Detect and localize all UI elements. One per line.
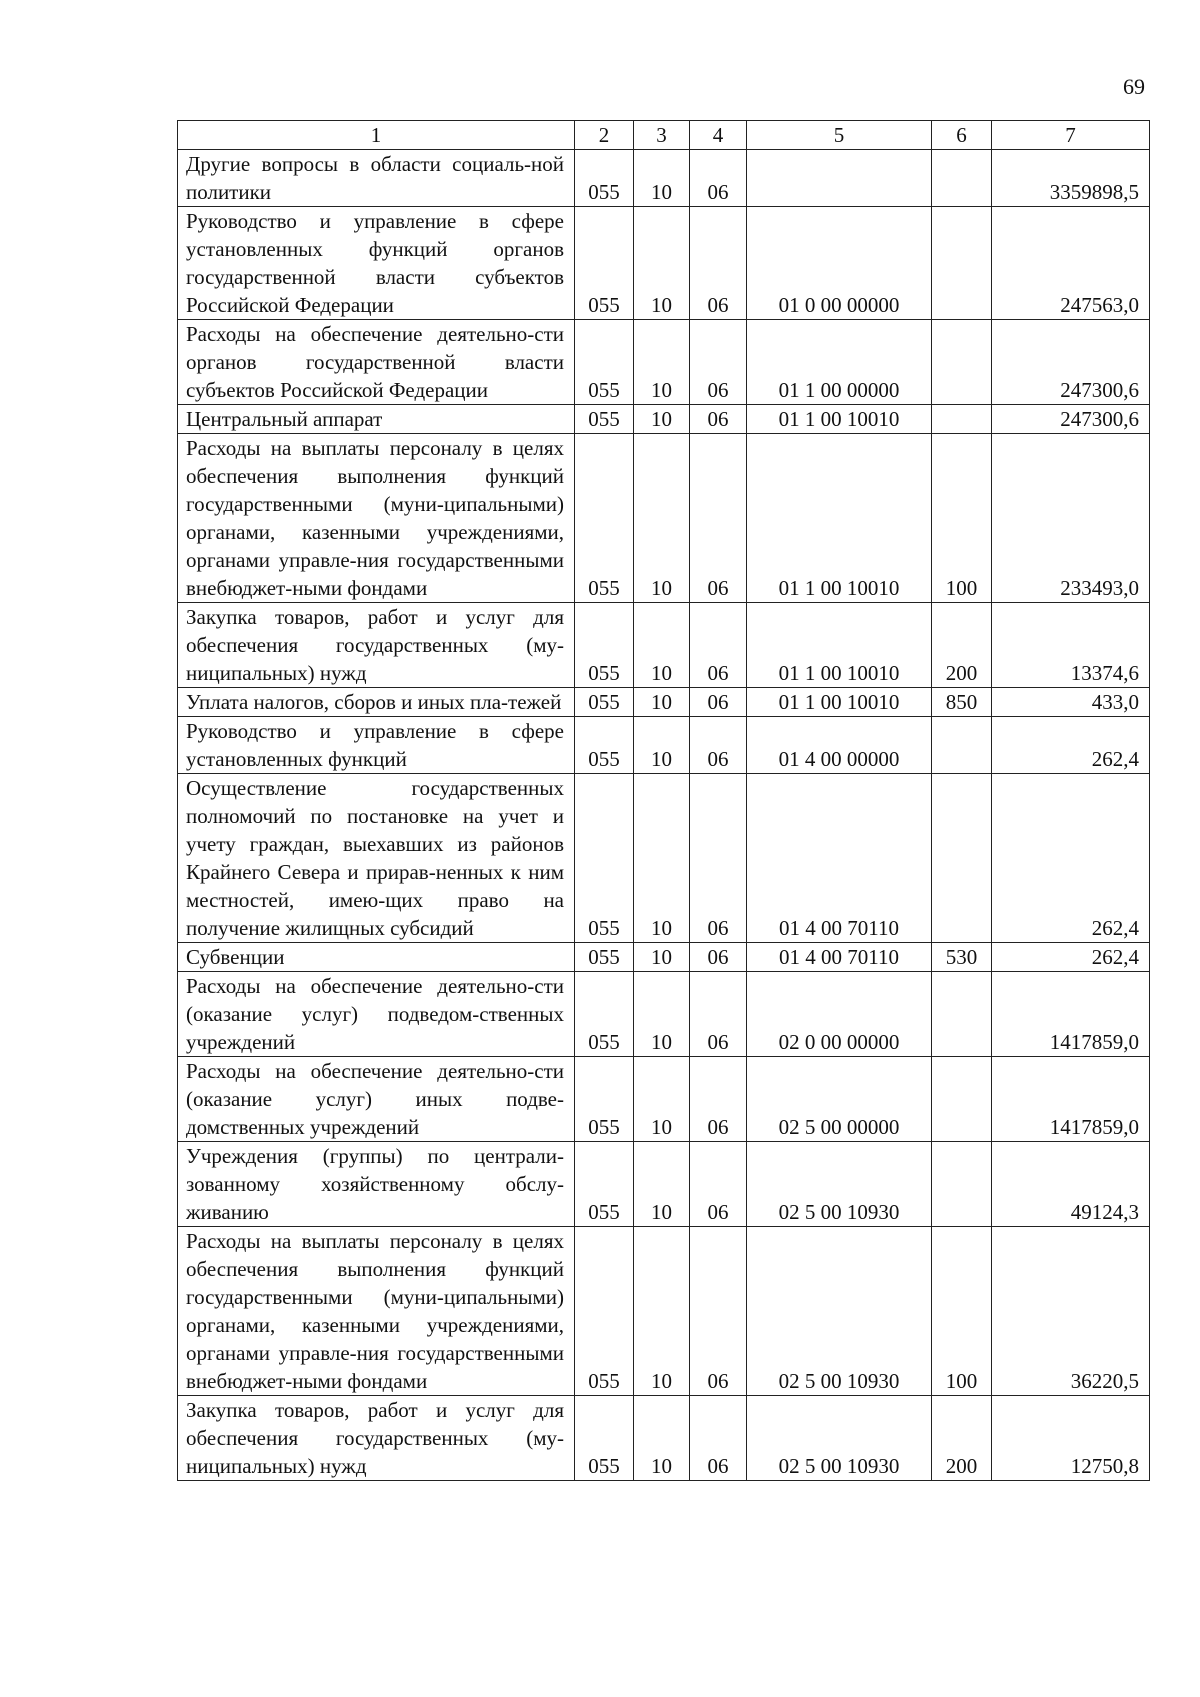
- ministry-code-cell: 055: [575, 150, 634, 207]
- section-code-cell: 10: [634, 1057, 690, 1142]
- expense-name-cell: Закупка товаров, работ и услуг для обеспечения государственных (му-ниципальных) нужд: [178, 1396, 575, 1481]
- expense-name-cell: Руководство и управление в сфере установленных функций органов государственной власти субъектов Российской Федерации: [178, 207, 575, 320]
- expense-type-cell: 100: [932, 434, 992, 603]
- target-article-cell: 01 1 00 10010: [747, 434, 932, 603]
- expense-name-cell: Закупка товаров, работ и услуг для обеспечения государственных (му-ниципальных) нужд: [178, 603, 575, 688]
- amount-cell: 1417859,0: [992, 972, 1150, 1057]
- section-code-cell: 10: [634, 717, 690, 774]
- subsection-code-cell: 06: [690, 1396, 747, 1481]
- target-article-cell: 02 0 00 00000: [747, 972, 932, 1057]
- subsection-code-cell: 06: [690, 972, 747, 1057]
- amount-cell: 13374,6: [992, 603, 1150, 688]
- table-row: [178, 1396, 1150, 1481]
- expense-type-cell: [932, 207, 992, 320]
- target-article-cell: 01 1 00 00000: [747, 320, 932, 405]
- ministry-code-cell: 055: [575, 1396, 634, 1481]
- expense-name-cell: Расходы на обеспечение деятельно-сти органов государственной власти субъектов Российской Федерации: [178, 320, 575, 405]
- subsection-code-cell: 06: [690, 1057, 747, 1142]
- column-header-3: 3: [634, 121, 690, 150]
- target-article-cell: 01 0 00 00000: [747, 207, 932, 320]
- ministry-code-cell: 055: [575, 603, 634, 688]
- expense-name-cell: Расходы на обеспечение деятельно-сти (оказание услуг) иных подве-домственных учреждений: [178, 1057, 575, 1142]
- expense-type-cell: 850: [932, 688, 992, 717]
- expense-type-cell: [932, 1057, 992, 1142]
- expense-type-cell: [932, 774, 992, 943]
- expense-name-cell: Расходы на выплаты персоналу в целях обеспечения выполнения функций государственными (муни-ципальными) органами, казенными учреждениями, органами управле-ния государственными внебюджет-ными фондами: [178, 434, 575, 603]
- subsection-code-cell: 06: [690, 943, 747, 972]
- section-code-cell: 10: [634, 603, 690, 688]
- subsection-code-cell: 06: [690, 405, 747, 434]
- expense-name-cell: Центральный аппарат: [178, 405, 575, 434]
- amount-cell: 262,4: [992, 943, 1150, 972]
- target-article-cell: 02 5 00 10930: [747, 1142, 932, 1227]
- subsection-code-cell: 06: [690, 603, 747, 688]
- subsection-code-cell: 06: [690, 774, 747, 943]
- ministry-code-cell: 055: [575, 207, 634, 320]
- table-row: [178, 434, 1150, 603]
- subsection-code-cell: 06: [690, 717, 747, 774]
- expense-type-cell: [932, 717, 992, 774]
- expense-type-cell: [932, 972, 992, 1057]
- column-header-1: 1: [178, 121, 575, 150]
- subsection-code-cell: 06: [690, 688, 747, 717]
- column-header-4: 4: [690, 121, 747, 150]
- ministry-code-cell: 055: [575, 774, 634, 943]
- amount-cell: 262,4: [992, 774, 1150, 943]
- amount-cell: 12750,8: [992, 1396, 1150, 1481]
- subsection-code-cell: 06: [690, 1227, 747, 1396]
- section-code-cell: 10: [634, 1396, 690, 1481]
- expense-name-cell: Субвенции: [178, 943, 575, 972]
- column-header-2: 2: [575, 121, 634, 150]
- page-number: 69: [1123, 74, 1145, 99]
- section-code-cell: 10: [634, 320, 690, 405]
- section-code-cell: 10: [634, 688, 690, 717]
- ministry-code-cell: 055: [575, 688, 634, 717]
- table-row: [178, 150, 1150, 207]
- section-code-cell: 10: [634, 150, 690, 207]
- ministry-code-cell: 055: [575, 405, 634, 434]
- amount-cell: 433,0: [992, 688, 1150, 717]
- target-article-cell: 02 5 00 10930: [747, 1227, 932, 1396]
- section-code-cell: 10: [634, 434, 690, 603]
- table-row: [178, 943, 1150, 972]
- expense-name-cell: Учреждения (группы) по централи-зованному хозяйственному обслу-живанию: [178, 1142, 575, 1227]
- ministry-code-cell: 055: [575, 717, 634, 774]
- amount-cell: 49124,3: [992, 1142, 1150, 1227]
- amount-cell: 247563,0: [992, 207, 1150, 320]
- column-header-7: 7: [992, 121, 1150, 150]
- ministry-code-cell: 055: [575, 434, 634, 603]
- expense-type-cell: [932, 405, 992, 434]
- expense-name-cell: Расходы на выплаты персоналу в целях обеспечения выполнения функций государственными (муни-ципальными) органами, казенными учреждениями, органами управле-ния государственными внебюджет-ными фондами: [178, 1227, 575, 1396]
- ministry-code-cell: 055: [575, 1057, 634, 1142]
- table-row: [178, 972, 1150, 1057]
- section-code-cell: 10: [634, 774, 690, 943]
- expense-type-cell: 530: [932, 943, 992, 972]
- subsection-code-cell: 06: [690, 1142, 747, 1227]
- target-article-cell: 01 1 00 10010: [747, 688, 932, 717]
- amount-cell: 247300,6: [992, 320, 1150, 405]
- amount-cell: 36220,5: [992, 1227, 1150, 1396]
- table-row: [178, 405, 1150, 434]
- section-code-cell: 10: [634, 405, 690, 434]
- section-code-cell: 10: [634, 1227, 690, 1396]
- column-header-5: 5: [747, 121, 932, 150]
- expense-type-cell: 100: [932, 1227, 992, 1396]
- ministry-code-cell: 055: [575, 943, 634, 972]
- target-article-cell: [747, 150, 932, 207]
- target-article-cell: 01 1 00 10010: [747, 405, 932, 434]
- expense-type-cell: [932, 1142, 992, 1227]
- expense-name-cell: Другие вопросы в области социаль-ной политики: [178, 150, 575, 207]
- expense-name-cell: Уплата налогов, сборов и иных пла-тежей: [178, 688, 575, 717]
- table-row: [178, 1142, 1150, 1227]
- ministry-code-cell: 055: [575, 1227, 634, 1396]
- subsection-code-cell: 06: [690, 320, 747, 405]
- section-code-cell: 10: [634, 207, 690, 320]
- target-article-cell: 02 5 00 10930: [747, 1396, 932, 1481]
- table-body: [178, 150, 1150, 1481]
- amount-cell: 3359898,5: [992, 150, 1150, 207]
- expense-type-cell: [932, 320, 992, 405]
- target-article-cell: 01 4 00 70110: [747, 774, 932, 943]
- ministry-code-cell: 055: [575, 1142, 634, 1227]
- target-article-cell: 01 1 00 10010: [747, 603, 932, 688]
- expense-name-cell: Осуществление государственных полномочий по постановке на учет и учету граждан, выехавших из районов Крайнего Севера и прирав-ненных к ним местностей, имею-щих право на получение жилищных субсидий: [178, 774, 575, 943]
- section-code-cell: 10: [634, 1142, 690, 1227]
- amount-cell: 233493,0: [992, 434, 1150, 603]
- expense-name-cell: Руководство и управление в сфере установленных функций: [178, 717, 575, 774]
- expense-type-cell: [932, 150, 992, 207]
- subsection-code-cell: 06: [690, 150, 747, 207]
- amount-cell: 1417859,0: [992, 1057, 1150, 1142]
- table-row: [178, 1057, 1150, 1142]
- table-header-row: [178, 121, 1150, 150]
- ministry-code-cell: 055: [575, 320, 634, 405]
- table-row: [178, 688, 1150, 717]
- section-code-cell: 10: [634, 972, 690, 1057]
- target-article-cell: 02 5 00 00000: [747, 1057, 932, 1142]
- subsection-code-cell: 06: [690, 207, 747, 320]
- expense-name-cell: Расходы на обеспечение деятельно-сти (оказание услуг) подведом-ственных учреждений: [178, 972, 575, 1057]
- table-row: [178, 1227, 1150, 1396]
- subsection-code-cell: 06: [690, 434, 747, 603]
- column-header-6: 6: [932, 121, 992, 150]
- table-row: [178, 320, 1150, 405]
- expense-type-cell: 200: [932, 603, 992, 688]
- table-row: [178, 207, 1150, 320]
- budget-table: [177, 120, 1150, 1481]
- section-code-cell: 10: [634, 943, 690, 972]
- table-row: [178, 774, 1150, 943]
- table-row: [178, 603, 1150, 688]
- expense-type-cell: 200: [932, 1396, 992, 1481]
- amount-cell: 262,4: [992, 717, 1150, 774]
- target-article-cell: 01 4 00 70110: [747, 943, 932, 972]
- target-article-cell: 01 4 00 00000: [747, 717, 932, 774]
- ministry-code-cell: 055: [575, 972, 634, 1057]
- table-row: [178, 717, 1150, 774]
- amount-cell: 247300,6: [992, 405, 1150, 434]
